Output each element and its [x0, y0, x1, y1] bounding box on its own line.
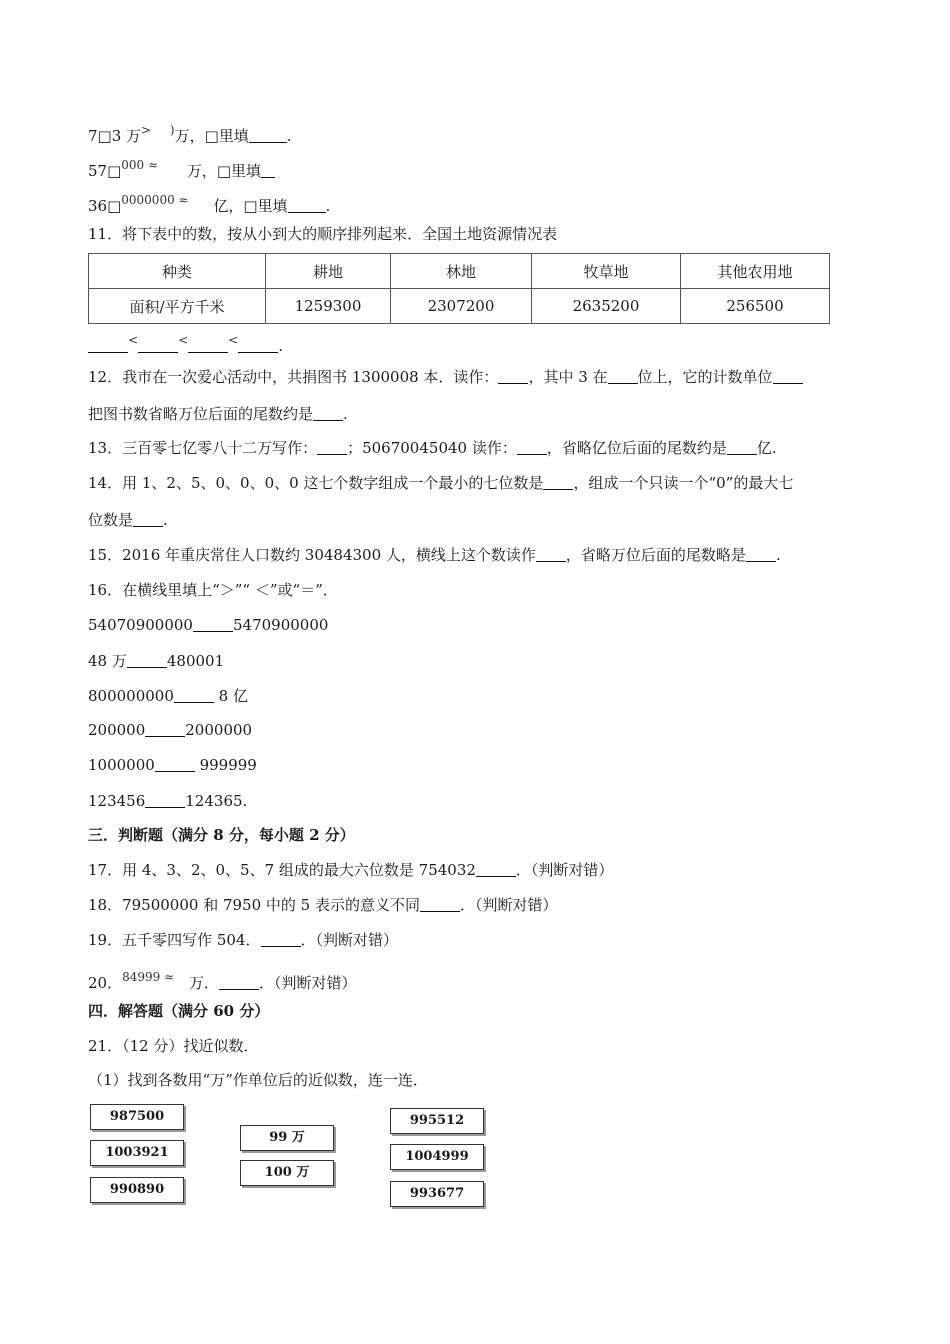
number-card[interactable]: 1003921: [90, 1140, 184, 1166]
section-4-heading: 四．解答题（满分 60 分）: [88, 1002, 270, 1020]
fill-line-1: 7□3 万> )万，□里填 .: [88, 123, 292, 145]
answer-blank[interactable]: [138, 338, 178, 353]
answer-blank[interactable]: [261, 932, 301, 947]
fill-line-2: 57□$^{000 \approx}$ 万，□里填: [88, 155, 275, 181]
answer-blank[interactable]: [238, 338, 278, 353]
table-row: [89, 289, 830, 324]
answer-blank[interactable]: [145, 722, 185, 737]
answer-blank[interactable]: [746, 547, 776, 562]
question-15: 15．2016 年重庆常住人口数约 30484300 人，横线上这个数读作 ，省略万位后面的尾数略是 .: [88, 546, 781, 564]
table-header-row: [89, 254, 830, 289]
table-cell: 256500: [681, 289, 830, 324]
answer-blank[interactable]: [543, 475, 573, 490]
answer-blank[interactable]: [536, 547, 566, 562]
compare-row: 800000000 8 亿: [88, 687, 248, 705]
compare-row: 48 万 480001: [88, 652, 225, 670]
question-19: 19．五千零四写作 504． ．（判断对错）: [88, 931, 399, 949]
answer-blank[interactable]: [127, 653, 167, 668]
number-card[interactable]: 990890: [90, 1177, 184, 1203]
table-cell: 1259300: [266, 289, 391, 324]
answer-blank[interactable]: [727, 440, 757, 455]
compare-row: 1000000 999999: [88, 756, 257, 774]
question-17: 17．用 4、3、2、0、5、7 组成的最大六位数是 754032 ．（判断对错）: [88, 861, 614, 879]
table-header: 牧草地: [532, 254, 681, 289]
number-card[interactable]: 1004999: [390, 1144, 484, 1170]
answer-blank[interactable]: [88, 338, 128, 353]
answer-blank[interactable]: [420, 897, 460, 912]
number-card[interactable]: 987500: [90, 1104, 184, 1130]
question-14-cont: 位数是 .: [88, 511, 168, 529]
answer-blank[interactable]: [288, 198, 326, 213]
compare-row: 200000 2000000: [88, 721, 253, 739]
table-cell: 2307200: [391, 289, 532, 324]
answer-blank[interactable]: [317, 440, 347, 455]
compare-row: 123456 124365.: [88, 792, 248, 810]
number-card[interactable]: 993677: [390, 1181, 484, 1207]
question-12: 12．我市在一次爱心活动中，共捐图书 1300008 本．读作： ，其中 3 在 位上，它的计数单位: [88, 367, 803, 387]
question-12-cont: 把图书数省略万位后面的尾数约是 .: [88, 405, 348, 423]
answer-blank[interactable]: [773, 369, 803, 384]
section-3-heading: 三．判断题（满分 8 分，每小题 2 分）: [88, 826, 355, 844]
table-header: 种类: [89, 254, 266, 289]
answer-blank[interactable]: [476, 862, 516, 877]
table-header: 其他农用地: [681, 254, 830, 289]
table-cell: 2635200: [532, 289, 681, 324]
question-20: 20．$^{84999 \approx}$ 万． ．（判断对错）: [88, 970, 357, 992]
answer-blank[interactable]: [174, 688, 214, 703]
approx-card[interactable]: 100 万: [240, 1160, 334, 1186]
question-18: 18．79500000 和 7950 中的 5 表示的意义不同 ．（判断对错）: [88, 896, 558, 914]
answer-blank[interactable]: [261, 163, 275, 178]
fill-line-3: 36□$^{0000000 \approx}$ 亿，□里填 .: [88, 193, 331, 215]
answer-blank[interactable]: [145, 793, 185, 808]
table-header: 林地: [391, 254, 532, 289]
answer-blank[interactable]: [517, 440, 547, 455]
compare-row: 54070900000 5470900000: [88, 616, 329, 634]
question-13: 13．三百零七亿零八十二万写作： ；50670045040 读作： ，省略亿位后面的尾数约是 亿.: [88, 439, 777, 457]
answer-blank[interactable]: [155, 757, 195, 772]
question-14: 14．用 1、2、5、0、0、0、0 这七个数字组成一个最小的七位数是 ，组成一个只读一个“0”的最大七: [88, 474, 794, 492]
answer-blank[interactable]: [249, 128, 287, 143]
answer-blank[interactable]: [188, 338, 228, 353]
table-cell-label: 面积/平方千米: [89, 289, 266, 324]
order-answer-line: < < < .: [88, 330, 283, 356]
land-resource-table: [88, 253, 830, 324]
table-header: 耕地: [266, 254, 391, 289]
answer-blank[interactable]: [313, 406, 343, 421]
question-21-sub: （1）找到各数用“万”作单位后的近似数，连一连．: [88, 1071, 428, 1089]
question-11: 11．将下表中的数，按从小到大的顺序排列起来．全国土地资源情况表: [88, 225, 558, 243]
answer-blank[interactable]: [608, 369, 638, 384]
answer-blank[interactable]: [219, 975, 259, 990]
answer-blank[interactable]: [193, 617, 233, 632]
question-16: 16．在横线里填上“＞”“ ＜”或“＝”．: [88, 581, 338, 599]
answer-blank[interactable]: [133, 512, 163, 527]
number-card[interactable]: 995512: [390, 1108, 484, 1134]
approx-card[interactable]: 99 万: [240, 1125, 334, 1151]
answer-blank[interactable]: [498, 369, 528, 384]
question-21: 21．（12 分）找近似数．: [88, 1037, 259, 1055]
